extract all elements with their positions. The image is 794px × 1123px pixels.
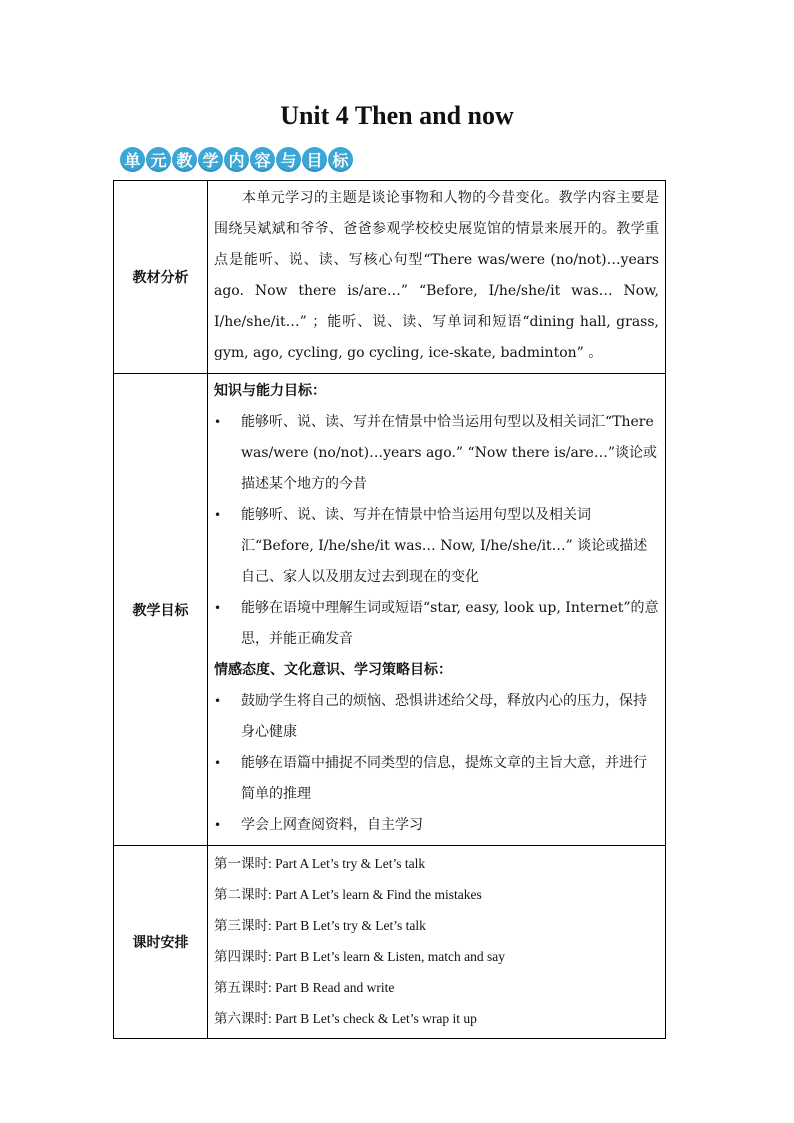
list-item — [214, 686, 659, 748]
table-row-analysis — [114, 181, 666, 374]
lesson-line: 第四课时: Part B Let’s learn & Listen, match and say — [214, 949, 505, 964]
section-badge: 教 — [172, 147, 197, 172]
section-badge: 学 — [198, 147, 223, 172]
page-title: Unit 4 Then and now — [280, 101, 514, 130]
objectives-heading-attitude: 情感态度、文化意识、学习策略目标： — [214, 662, 452, 678]
bullet-text: 鼓励学生将自己的烦恼、恐惧讲述给父母，释放内心的压力，保持身心健康 — [241, 693, 647, 740]
bullet-icon: • — [214, 508, 222, 522]
row-content-analysis — [208, 181, 666, 374]
objectives-heading-knowledge: 知识与能力目标： — [214, 383, 326, 399]
bullet-icon: • — [214, 756, 222, 770]
section-badge: 元 — [146, 147, 171, 172]
section-heading-badges — [120, 147, 354, 173]
bullet-text: 能够在语篇中捕捉不同类型的信息，提炼文章的主旨大意，并进行简单的推理 — [241, 755, 647, 802]
section-badge: 内 — [224, 147, 249, 172]
row-content-schedule — [208, 846, 666, 1039]
analysis-text: 本单元学习的主题是谈论事物和人物的今昔变化。教学内容主要是围绕吴斌斌和爷爷、爸爸参观学校校史展览馆的情景来展开的。教学重点是能听、说、读、写核心句型“There was/were (no/not)…years ago. Now there is/are…” “Before, I/he/she/it was… Now, I/he/she/it…” ；能听、说、读、写单词和短语“dining hall, grass, gym, ago, cycling, go cycling, ice-skate, badminton” 。 — [214, 190, 659, 361]
list-item — [214, 748, 659, 810]
bullet-icon: • — [214, 818, 222, 832]
row-content-objectives — [208, 374, 666, 846]
bullet-icon: • — [214, 601, 222, 615]
section-badge: 目 — [302, 147, 327, 172]
bullet-icon: • — [214, 694, 222, 708]
bullet-text: 能够在语境中理解生词或短语“star, easy, look up, Internet”的意思，并能正确发音 — [241, 600, 659, 647]
bullet-text: 能够听、说、读、写并在情景中恰当运用句型以及相关词汇“Before, I/he/she/it was… Now, I/he/she/it…” 谈论或描述自己、家人以及朋友过去到现在的变化 — [241, 507, 648, 585]
lesson-line: 第六课时: Part B Let’s check & Let’s wrap it up — [214, 1011, 477, 1026]
list-item — [214, 500, 659, 593]
unit-plan-table — [113, 180, 666, 1039]
lesson-line: 第二课时: Part A Let’s learn & Find the mistakes — [214, 887, 482, 902]
lesson-line: 第三课时: Part B Let’s try & Let’s talk — [214, 918, 426, 933]
section-badge: 单 — [120, 147, 145, 172]
row-label-analysis: 教材分析 — [114, 181, 208, 374]
row-label-schedule: 课时安排 — [114, 846, 208, 1039]
section-badge: 容 — [250, 147, 275, 172]
row-label-objectives: 教学目标 — [114, 374, 208, 846]
lesson-line: 第五课时: Part B Read and write — [214, 980, 395, 995]
list-item — [214, 407, 659, 500]
list-item — [214, 593, 659, 655]
section-badge: 与 — [276, 147, 301, 172]
bullet-text: 能够听、说、读、写并在情景中恰当运用句型以及相关词汇“There was/were (no/not)…years ago.” “Now there is/are…”谈论或描述某个地方的今昔 — [241, 414, 657, 492]
table-row-objectives — [114, 374, 666, 846]
table-row-schedule — [114, 846, 666, 1039]
lesson-line: 第一课时: Part A Let’s try & Let’s talk — [214, 856, 426, 871]
bullet-text: 学会上网查阅资料，自主学习 — [241, 817, 423, 833]
list-item — [214, 810, 659, 841]
section-badge: 标 — [328, 147, 353, 172]
bullet-icon: • — [214, 415, 222, 429]
